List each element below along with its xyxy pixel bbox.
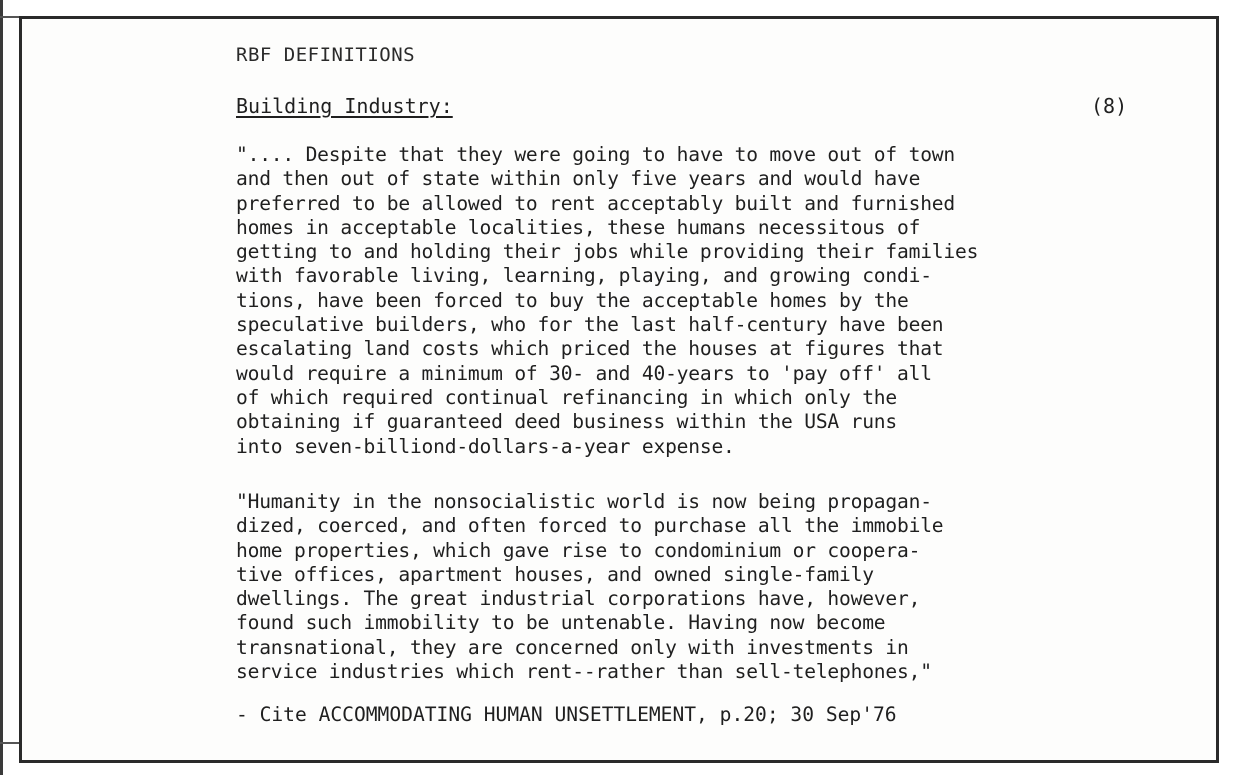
text-line: and then out of state within only five years and would have (236, 167, 921, 191)
text-line: would require a minimum of 30- and 40-years to 'pay off' all (236, 361, 932, 385)
text-line: dized, coerced, and often forced to purchase all the immobile (236, 514, 944, 538)
page-edge-tick-top (0, 16, 19, 18)
text-line: escalating land costs which priced the houses at figures that (236, 337, 944, 361)
text-line: found such immobility to be untenable. Having now become (236, 611, 886, 635)
text-line: "Humanity in the nonsocialistic world is now being propagan- (236, 490, 932, 513)
text-line: homes in acceptable localities, these humans necessitous of (236, 215, 921, 239)
section-title: RBF DEFINITIONS (236, 44, 416, 66)
quote-paragraph-1 (236, 143, 978, 459)
text-line: transnational, they are concerned only with investments in (236, 635, 909, 659)
text-line: preferred to be allowed to rent acceptably built and furnished (236, 191, 955, 215)
text-line: speculative builders, who for the last half-century have been (236, 313, 944, 337)
text-line: ".... Despite that they were going to have to move out of town (236, 143, 955, 166)
citation: - Cite ACCOMMODATING HUMAN UNSETTLEMENT, p.20; 30 Sep'76 (236, 703, 897, 726)
text-line: dwellings. The great industrial corporations have, however, (236, 587, 921, 611)
text-line: tive offices, apartment houses, and owned single-family (236, 562, 874, 586)
page-edge-tick-bottom (0, 742, 19, 744)
text-line: obtaining if guaranteed deed business within the USA runs (236, 410, 897, 434)
text-line: with favorable living, learning, playing, and growing condi- (236, 264, 932, 288)
text-line: of which required continual refinancing in which only the (236, 385, 897, 409)
page-left-edge (0, 0, 3, 775)
entry-heading: Building Industry: (236, 94, 453, 118)
text-line: getting to and holding their jobs while providing their families (236, 240, 979, 264)
text-line: tions, have been forced to buy the acceptable homes by the (236, 288, 909, 312)
entry-number: (8) (1091, 94, 1128, 118)
text-line: home properties, which gave rise to condominium or coopera- (236, 538, 921, 562)
text-line: into seven-billiond-dollars-a-year expense. (236, 434, 735, 458)
quote-paragraph-2 (236, 490, 943, 684)
text-line: service industries which rent--rather than sell-telephones," (236, 660, 932, 684)
